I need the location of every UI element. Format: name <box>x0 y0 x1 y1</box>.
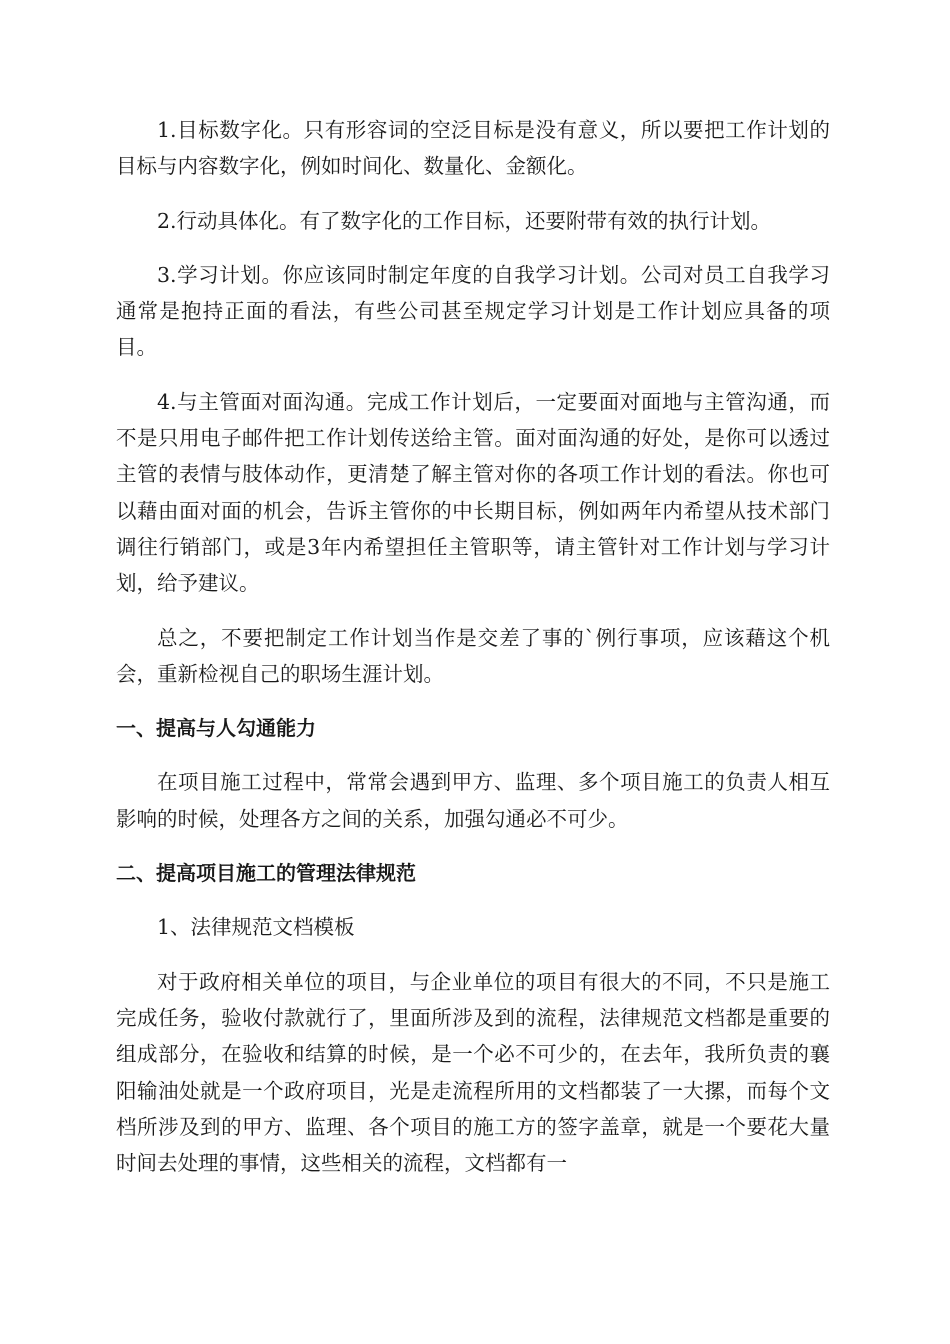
document-page <box>116 112 830 1199</box>
paragraph-goal-digitization: 1.目标数字化。只有形容词的空泛目标是没有意义，所以要把工作计划的目标与内容数字化，例如时间化、数量化、金额化。 <box>116 118 830 179</box>
paragraph-face-to-face: 4.与主管面对面沟通。完成工作计划后，一定要面对面地与主管沟通，而不是只用电子邮件把工作计划传送给主管。面对面沟通的好处，是你可以透过主管的表情与肢体动作，更清楚了解主管对你的各项工作计划的看法。你也可以藉由面对面的机会，告诉主管你的中长期目标，例如两年内希望从技术部门调往行销部门，或是3年内希望担任主管职等，请主管针对工作计划与学习计划，给予建议。 <box>116 389 830 596</box>
paragraph-summary: 总之，不要把制定工作计划当作是交差了事的`例行事项，应该藉这个机会，重新检视自己的职场生涯计划。 <box>116 625 830 686</box>
section-heading-legal-norms: 二、提高项目施工的管理法律规范 <box>116 861 416 886</box>
subheading-legal-templates: 1、法律规范文档模板 <box>157 915 355 940</box>
paragraph-action-concrete: 2.行动具体化。有了数字化的工作目标，还要附带有效的执行计划。 <box>157 208 772 233</box>
paragraph-communication: 在项目施工过程中，常常会遇到甲方、监理、多个项目施工的负责人相互影响的时候，处理各方之间的关系，加强勾通必不可少。 <box>116 770 830 831</box>
paragraph-legal-templates: 对于政府相关单位的项目，与企业单位的项目有很大的不同，不只是施工完成任务，验收付款就行了，里面所涉及到的流程，法律规范文档都是重要的组成部分，在验收和结算的时候，是一个必不可少的，在去年，我所负责的襄阳输油处就是一个政府项目，光是走流程所用的文档都装了一大摞，而每个文档所涉及到的甲方、监理、各个项目的施工方的签字盖章，就是一个要花大量时间去处理的事情，这些相关的流程，文档都有一 <box>116 969 830 1176</box>
section-heading-communication: 一、提高与人勾通能力 <box>116 716 316 741</box>
paragraph-learning-plan: 3.学习计划。你应该同时制定年度的自我学习计划。公司对员工自我学习通常是抱持正面的看法，有些公司甚至规定学习计划是工作计划应具备的项目。 <box>116 262 830 360</box>
